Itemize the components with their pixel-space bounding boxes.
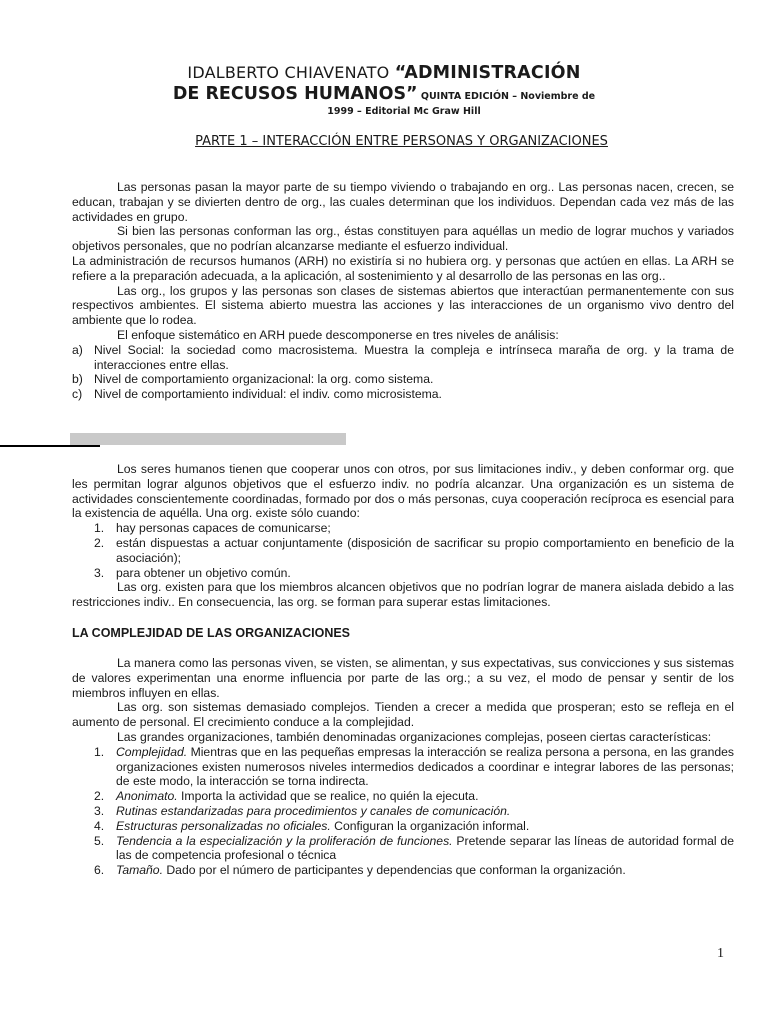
section-3 [72,656,734,878]
list-item [72,834,734,864]
section-heading: LA COMPLEJIDAD DE LAS ORGANIZACIONES [72,626,351,640]
list-term: Complejidad. [116,744,188,759]
edition-info: QUINTA EDICIÓN – Noviembre de [417,91,596,102]
paragraph: Si bien las personas conforman las org., éstas constituyen para aquéllas un medio de lograr muchos y variados objetivos personales, que no podrían alcanzarse mediante el esfuerzo individual. [72,224,734,254]
list-marker: a) [72,342,83,357]
list-text: Nivel de comportamiento individual: el indiv. como microsistema. [94,387,442,402]
publisher-info: 1999 – Editorial Mc Graw Hill [327,106,481,117]
list-item [72,343,734,373]
list-marker: b) [72,372,83,387]
list-marker: 6. [94,863,105,878]
paragraph: Las org. son sistemas demasiado complejos. Tienden a crecer a medida que prosperan; esto se refleja en el aumento de personal. El crecimiento conduce a la complejidad. [72,700,734,730]
document-title-line2 [0,84,768,104]
list-item [72,387,734,402]
list-term: Tamaño. [116,863,163,878]
paragraph: Las org., los grupos y las personas son clases de sistemas abiertos que interactúan permanentemente con sus respectivos ambientes. El sistema abierto muestra las acciones y las interacciones de un organismo vivo dentro del ambiente que lo rodea. [72,283,734,328]
list-marker: 1. [94,521,105,536]
list-text: hay personas capaces de comunicarse; [116,521,331,536]
list-marker: 5. [94,833,105,848]
list-marker: 1. [94,744,105,759]
list-text: Nivel de comportamiento organizacional: la org. como sistema. [94,372,434,387]
list-text: Nivel Social: la sociedad como macrosistema. Muestra la compleja e intrínseca maraña de org. y la trama de interacciones entre ellas. [94,342,734,372]
paragraph: Las grandes organizaciones, también denominadas organizaciones complejas, poseen ciertas características: [117,729,712,744]
section-2 [72,462,734,610]
paragraph: La administración de recursos humanos (ARH) no existiría si no hubiera org. y personas que actúen en ellas. La ARH se refiere a la preparación adecuada, a la aplicación, al sostenimiento y al desarrollo de las personas en las org.. [72,253,734,283]
list-marker: 4. [94,818,105,833]
list-marker: 2. [94,535,105,550]
list-item [72,745,734,789]
list-marker: 2. [94,789,105,804]
list-text: para obtener un objetivo común. [116,565,291,580]
list-item [72,804,734,819]
paragraph: La manera como las personas viven, se visten, se alimentan, y sus expectativas, sus convicciones y sus sistemas de valores experimentan una enorme influencia por parte de las org.; a su vez, el modo de pensar y sentir de los miembros influyen en ellas. [72,656,734,700]
list-item [72,372,734,387]
list-item [72,863,734,878]
list-marker: 3. [94,803,105,818]
list-item [72,536,734,566]
list-item [72,789,734,804]
list-marker: 3. [94,565,105,580]
paragraph: Los seres humanos tienen que cooperar unos con otros, por sus limitaciones indiv., y deben conformar org. que les permitan lograr algunos objetivos que el esfuerzo indiv. no podría alcanzar. Una organización es un sistema de actividades conscientemente coordinadas, formado por dos o más personas, cuya cooperación recíproca es esencial para la existencia de aquélla. Una org. existe sólo cuando: [72,462,734,521]
document-title-line1 [0,63,768,83]
list-term: Rutinas estandarizadas para procedimientos y canales de comunicación. [116,803,511,818]
list-text: Dado por el número de participantes y dependencias que conforman la organización. [162,863,626,878]
list-term: Estructuras personalizadas no oficiales. [116,818,331,833]
redacted-heading-bar [70,433,346,445]
list-text: Importa la actividad que se realice, no quién la ejecuta. [177,789,479,804]
author-name: IDALBERTO CHIAVENATO [187,63,395,82]
section-1 [72,180,734,402]
list-item [72,566,734,581]
list-item [72,819,734,834]
part-heading-text: PARTE 1 – INTERACCIÓN ENTRE PERSONAS Y ORGANIZACIONES [195,134,608,149]
page-number: 1 [717,946,724,961]
paragraph: El enfoque sistemático en ARH puede descomponerse en tres niveles de análisis: [117,327,559,342]
horizontal-rule [0,445,100,447]
part-heading [0,134,768,149]
list-text: Pretende separar las líneas de autoridad formal de las de competencia profesional o técnica [116,833,734,863]
list-text: están dispuestas a actuar conjuntamente (disposición de sacrificar su propio comportamiento en beneficio de la asociación); [116,535,734,565]
book-title-part1: “ADMINISTRACIÓN [394,63,581,83]
paragraph: Las personas pasan la mayor parte de su tiempo viviendo o trabajando en org.. Las personas nacen, crecen, se educan, trabajan y se divierten dentro de org., las cuales determinan que los individuos. Dependan cada vez más de las actividades en grupo. [72,180,734,224]
list-term: Anonimato. [116,789,178,804]
list-item [72,521,734,536]
book-title-part2: DE RECUSOS HUMANOS” [172,84,418,104]
list-term: Tendencia a la especialización y la proliferación de funciones. [116,833,453,848]
paragraph: Las org. existen para que los miembros alcancen objetivos que no podrían lograr de manera aislada debido a las restricciones indiv.. En consecuencia, las org. se forman para superar estas limitaciones. [72,580,734,610]
list-marker: c) [72,387,83,402]
list-text: Configuran la organización informal. [330,818,530,833]
list-text: Mientras que en las pequeñas empresas la interacción se realiza persona a persona, en las grandes organizaciones existen numerosos niveles intermedios dedicados a coordinar e integrar labores de las personas; de este modo, la interacción se torna indirecta. [116,744,734,789]
